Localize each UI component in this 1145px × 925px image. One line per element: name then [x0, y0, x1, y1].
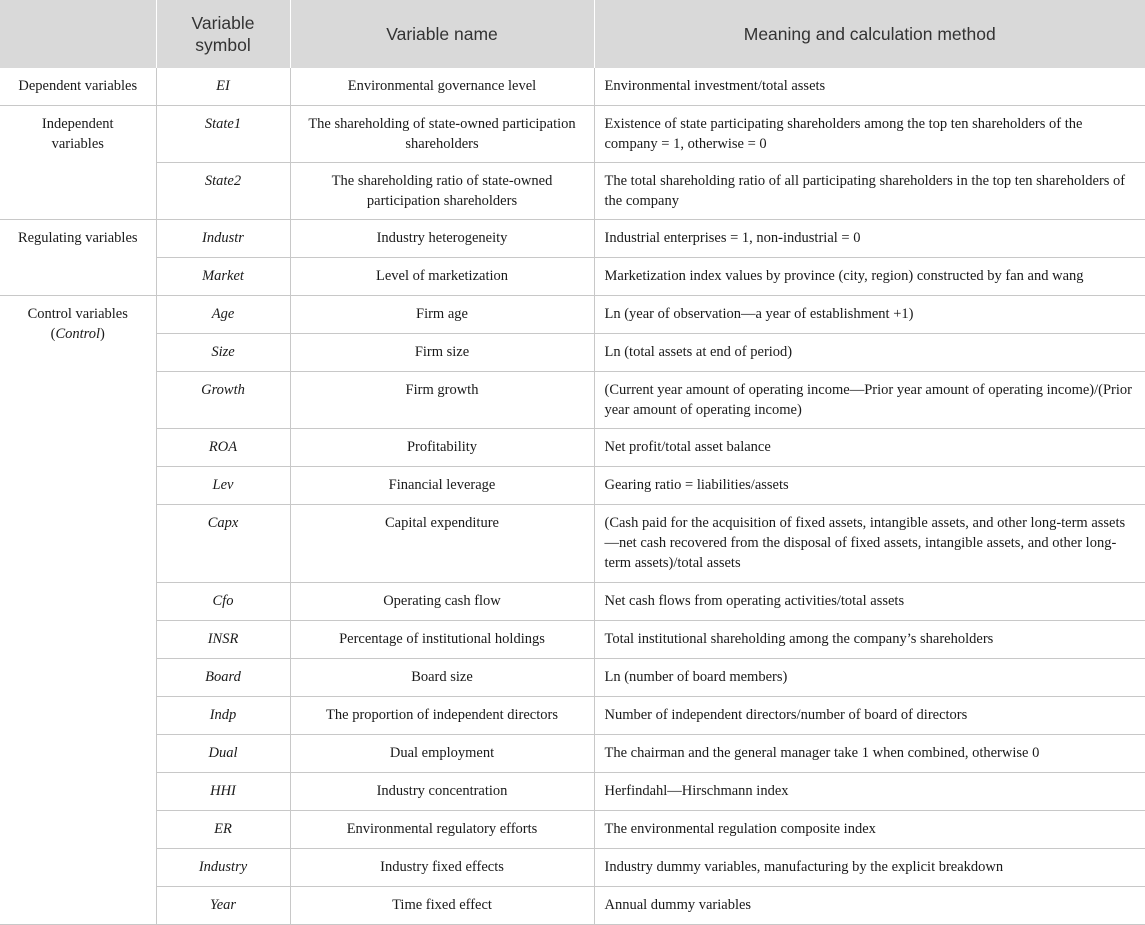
variable-symbol: State2: [156, 163, 290, 220]
table-row: [0, 505, 1145, 583]
variable-symbol: Year: [156, 887, 290, 925]
variable-name: Board size: [290, 659, 594, 697]
table-row: [0, 68, 1145, 106]
variable-name: Capital expenditure: [290, 505, 594, 583]
variable-meaning: Existence of state participating shareholders among the top ten shareholders of the company = 1, otherwise = 0: [594, 106, 1145, 163]
variable-name: Industry concentration: [290, 773, 594, 811]
variable-name: Industry fixed effects: [290, 849, 594, 887]
variable-symbol: Board: [156, 659, 290, 697]
variable-meaning: Industry dummy variables, manufacturing by the explicit breakdown: [594, 849, 1145, 887]
variable-name: Financial leverage: [290, 467, 594, 505]
variable-meaning: Total institutional shareholding among the company’s shareholders: [594, 621, 1145, 659]
table-row: [0, 258, 1145, 296]
table-row: [0, 220, 1145, 258]
table-row: [0, 583, 1145, 621]
table-row: [0, 467, 1145, 505]
variable-meaning: Environmental investment/total assets: [594, 68, 1145, 106]
variable-name: Industry heterogeneity: [290, 220, 594, 258]
table-row: [0, 849, 1145, 887]
variable-name: Time fixed effect: [290, 887, 594, 925]
table-row: [0, 773, 1145, 811]
table-row: [0, 163, 1145, 220]
variable-meaning: Ln (year of observation—a year of establishment +1): [594, 296, 1145, 334]
variable-symbol: Indp: [156, 697, 290, 735]
variable-symbol: INSR: [156, 621, 290, 659]
table-row: [0, 296, 1145, 334]
variable-symbol: Lev: [156, 467, 290, 505]
variable-name: The proportion of independent directors: [290, 697, 594, 735]
variable-symbol: Dual: [156, 735, 290, 773]
variable-meaning: (Cash paid for the acquisition of fixed assets, intangible assets, and other long-term assets—net cash recovered from the disposal of fixed assets, intangible assets, and other long-term assets)/total assets: [594, 505, 1145, 583]
variable-name: Environmental governance level: [290, 68, 594, 106]
variable-meaning: The total shareholding ratio of all participating shareholders in the top ten shareholders of the company: [594, 163, 1145, 220]
variable-meaning: Net cash flows from operating activities/total assets: [594, 583, 1145, 621]
variable-symbol: ROA: [156, 429, 290, 467]
table-row: [0, 106, 1145, 163]
table-row: [0, 887, 1145, 925]
table-row: [0, 659, 1145, 697]
variable-name: Environmental regulatory efforts: [290, 811, 594, 849]
header-category: [0, 0, 156, 68]
variable-meaning: Number of independent directors/number of board of directors: [594, 697, 1145, 735]
variable-name: Level of marketization: [290, 258, 594, 296]
variable-name: Firm age: [290, 296, 594, 334]
variable-meaning: Net profit/total asset balance: [594, 429, 1145, 467]
variable-name: Dual employment: [290, 735, 594, 773]
header-row: [0, 0, 1145, 68]
variable-symbol: ER: [156, 811, 290, 849]
table-row: [0, 372, 1145, 429]
variable-name: Percentage of institutional holdings: [290, 621, 594, 659]
variable-symbol: Industry: [156, 849, 290, 887]
variable-symbol: Market: [156, 258, 290, 296]
variable-symbol: Capx: [156, 505, 290, 583]
variable-meaning: The environmental regulation composite index: [594, 811, 1145, 849]
table-row: [0, 811, 1145, 849]
variable-meaning: Ln (total assets at end of period): [594, 334, 1145, 372]
variable-name: The shareholding of state-owned participation shareholders: [290, 106, 594, 163]
group-regulating: Regulating variables: [0, 220, 156, 296]
variable-meaning: The chairman and the general manager take 1 when combined, otherwise 0: [594, 735, 1145, 773]
variable-symbol: Growth: [156, 372, 290, 429]
table-row: [0, 697, 1145, 735]
variable-symbol: Cfo: [156, 583, 290, 621]
variable-meaning: (Current year amount of operating income—Prior year amount of operating income)/(Prior year amount of operating income): [594, 372, 1145, 429]
group-control: Control variables (Control): [0, 296, 156, 925]
variable-name: The shareholding ratio of state-owned participation shareholders: [290, 163, 594, 220]
group-dependent: Dependent variables: [0, 68, 156, 106]
variable-name: Profitability: [290, 429, 594, 467]
variable-meaning: Industrial enterprises = 1, non-industrial = 0: [594, 220, 1145, 258]
variable-name: Firm growth: [290, 372, 594, 429]
variable-name: Operating cash flow: [290, 583, 594, 621]
header-meaning: Meaning and calculation method: [594, 0, 1145, 68]
variable-meaning: Marketization index values by province (city, region) constructed by fan and wang: [594, 258, 1145, 296]
variable-symbol: EI: [156, 68, 290, 106]
variable-symbol: Age: [156, 296, 290, 334]
header-name: Variable name: [290, 0, 594, 68]
header-symbol: Variable symbol: [156, 0, 290, 68]
variable-meaning: Annual dummy variables: [594, 887, 1145, 925]
table-row: [0, 621, 1145, 659]
variable-meaning: Herfindahl—Hirschmann index: [594, 773, 1145, 811]
variable-symbol: Industr: [156, 220, 290, 258]
table-row: [0, 735, 1145, 773]
table-row: [0, 429, 1145, 467]
group-independent: Independent variables: [0, 106, 156, 220]
variable-symbol: Size: [156, 334, 290, 372]
variable-meaning: Ln (number of board members): [594, 659, 1145, 697]
variable-symbol: HHI: [156, 773, 290, 811]
table-row: [0, 334, 1145, 372]
variable-meaning: Gearing ratio = liabilities/assets: [594, 467, 1145, 505]
variable-symbol: State1: [156, 106, 290, 163]
variable-name: Firm size: [290, 334, 594, 372]
